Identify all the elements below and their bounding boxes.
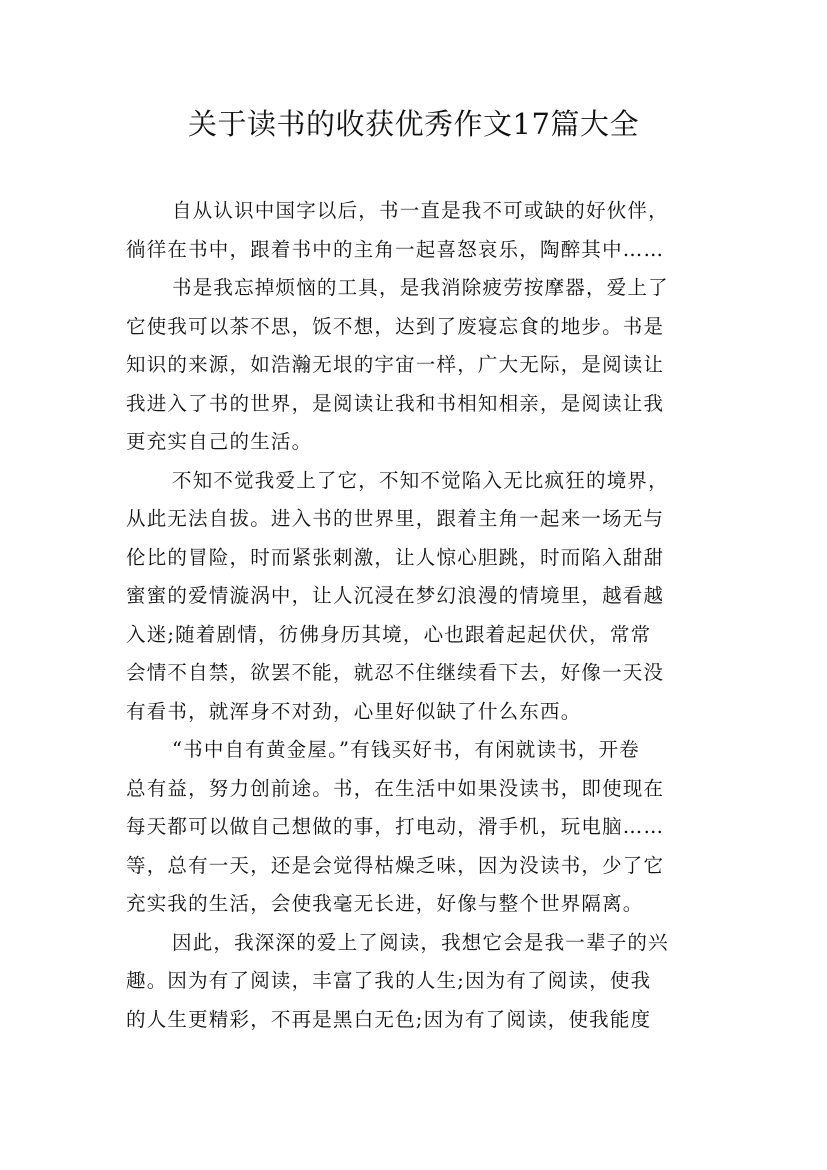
text-line: 充实我的生活，会使我毫无长进，好像与整个世界隔离。	[126, 892, 644, 915]
text-line: 不知不觉我爱上了它，不知不觉陷入无比疯狂的境界，	[172, 468, 669, 492]
text-line: 从此无法自拔。进入书的世界里，跟着主角一起来一场无与	[126, 507, 665, 530]
text-line: 知识的来源，如浩瀚无垠的宇宙一样，广大无际，是阅读让	[126, 353, 665, 376]
text-line: 有看书，就浑身不对劲，心里好似缺了什么东西。	[126, 699, 582, 723]
text-line: 每天都可以做自己想做的事，打电动，滑手机，玩电脑……	[126, 815, 665, 838]
text-line: 趣。因为有了阅读，丰富了我的人生;因为有了阅读，使我	[126, 969, 652, 992]
text-line: 我进入了书的世界，是阅读让我和书相知相亲，是阅读让我	[126, 391, 665, 415]
text-line: 自从认识中国字以后，书一直是我不可或缺的好伙伴，	[172, 199, 669, 222]
text-line: 总有益，努力创前途。书，在生活中如果没读书，即使现在	[126, 776, 665, 800]
text-line: 会情不自禁，欲罢不能，就忍不住继续看下去，好像一天没	[126, 661, 665, 684]
document-body	[126, 192, 716, 1039]
text-line: 书是我忘掉烦恼的工具，是我消除疲劳按摩器，爱上了	[172, 276, 669, 299]
text-line: 伦比的冒险，时而紧张刺激，让人惊心胆跳，时而陷入甜甜	[126, 545, 665, 569]
text-line: 它使我可以茶不思，饭不想，达到了废寝忘食的地步。书是	[126, 314, 665, 338]
text-line: 因此，我深深的爱上了阅读，我想它会是我一辈子的兴	[172, 930, 669, 954]
text-line: 更充实自己的生活。	[126, 430, 313, 453]
text-line: “书中自有黄金屋。”有钱买好书，有闲就读书，开卷	[172, 738, 640, 761]
text-line: 蜜蜜的爱情漩涡中，让人沉浸在梦幻浪漫的情境里，越看越	[126, 584, 665, 607]
text-line: 徜徉在书中，跟着书中的主角一起喜怒哀乐，陶醉其中……	[126, 237, 665, 261]
text-line: 的人生更精彩，不再是黑白无色;因为有了阅读，使我能度	[126, 1007, 652, 1031]
text-line: 等，总有一天，还是会觉得枯燥乏味，因为没读书，少了它	[126, 853, 665, 877]
document-title: 关于读书的收获优秀作文17篇大全	[188, 107, 639, 141]
text-line: 入迷;随着剧情，彷佛身历其境，心也跟着起起伏伏，常常	[126, 622, 652, 646]
